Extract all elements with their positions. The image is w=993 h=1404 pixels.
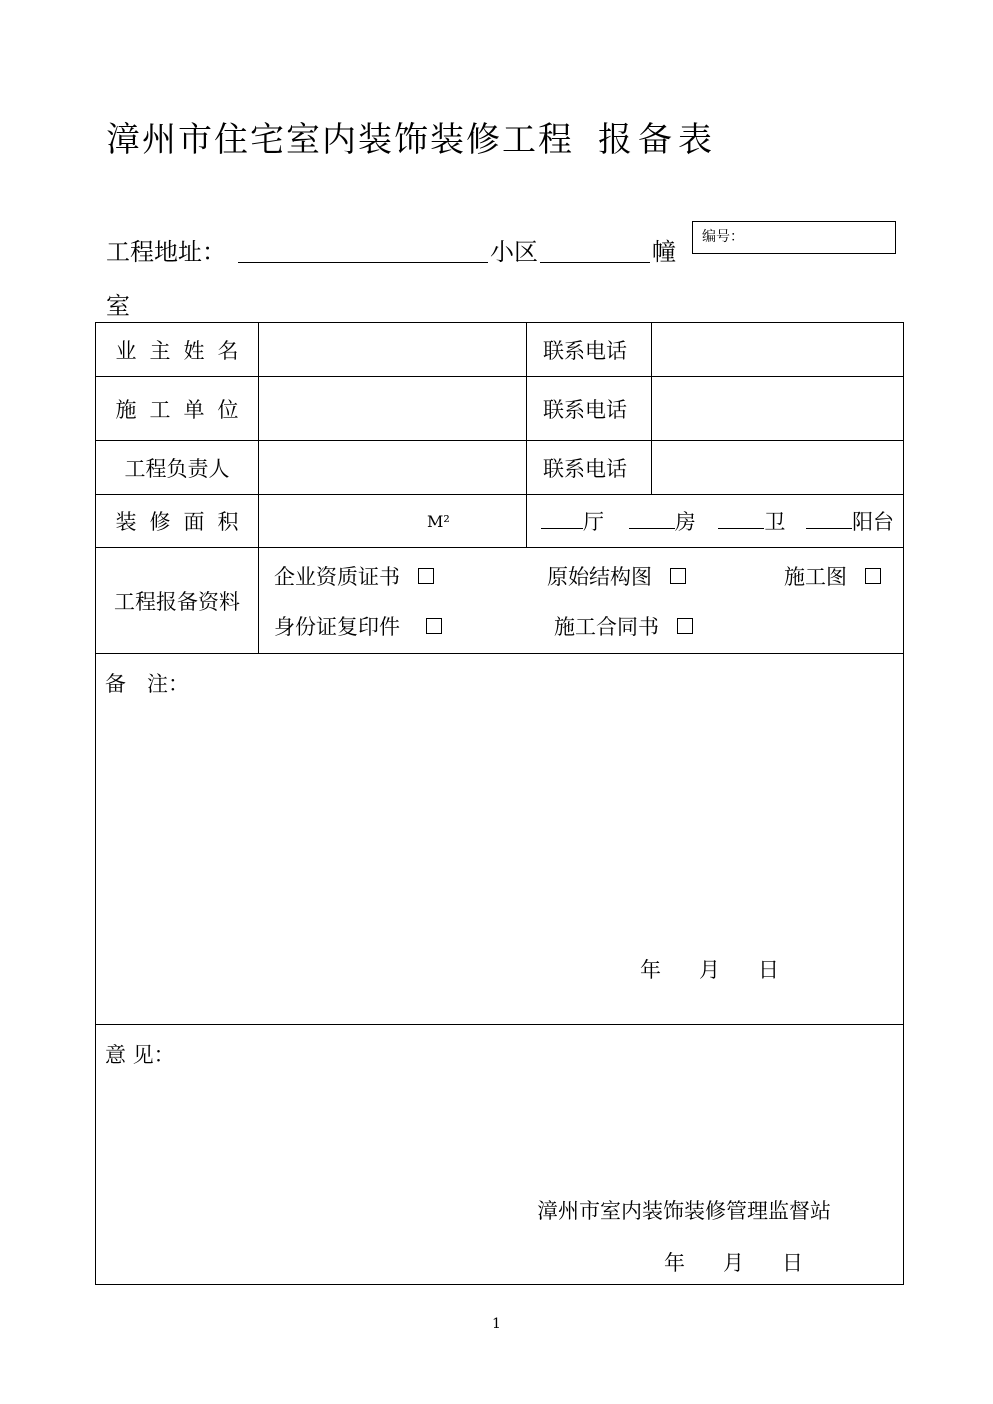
opinion-date — [664, 1247, 803, 1277]
hall-count-blank[interactable] — [541, 510, 583, 529]
opinion-day: 日 — [782, 1251, 803, 1275]
contractor-phone-field[interactable] — [652, 377, 904, 441]
material-item-structure[interactable] — [547, 561, 686, 591]
balcony-count-blank[interactable] — [806, 510, 852, 529]
area-unit: M² — [427, 511, 450, 531]
material-label-contract: 施工合同书 — [554, 614, 659, 639]
notes-day: 日 — [758, 958, 779, 982]
material-label-structure: 原始结构图 — [547, 564, 652, 589]
area-label: 装修面积 — [96, 495, 259, 548]
materials-row-1 — [259, 549, 903, 601]
community-label: 小区 — [490, 238, 538, 266]
address-input-line[interactable] — [238, 262, 488, 263]
manager-phone-field[interactable] — [652, 441, 904, 495]
notes-date — [640, 954, 779, 984]
materials-label: 工程报备资料 — [96, 548, 259, 654]
checkbox-qualification[interactable] — [418, 568, 434, 584]
owner-name-field[interactable] — [259, 323, 527, 377]
balcony-label: 阳台 — [852, 510, 895, 534]
opinion-row — [96, 1025, 904, 1285]
community-input-line[interactable] — [540, 262, 650, 263]
manager-row — [96, 441, 904, 495]
title-main: 漳州市住宅室内装饰装修工程 — [106, 120, 574, 160]
manager-field[interactable] — [259, 441, 527, 495]
notes-year: 年 — [640, 958, 661, 982]
area-field[interactable] — [259, 495, 527, 548]
page-number: 1 — [492, 1316, 501, 1332]
material-item-id-copy[interactable] — [274, 611, 442, 641]
checkbox-id-copy[interactable] — [426, 618, 442, 634]
material-label-construction-drawing: 施工图 — [784, 564, 847, 589]
bath-count-blank[interactable] — [718, 510, 764, 529]
materials-checklist — [259, 548, 904, 654]
title-suffix: 报备表 — [598, 120, 718, 160]
material-item-qualification[interactable] — [274, 561, 434, 591]
bedroom-label: 房 — [674, 510, 696, 534]
room-count-blank[interactable] — [629, 510, 675, 529]
owner-phone-field[interactable] — [652, 323, 904, 377]
material-label-qualification: 企业资质证书 — [274, 564, 400, 589]
layout-field[interactable] — [527, 495, 904, 548]
materials-row — [96, 548, 904, 654]
building-label: 幢 — [652, 238, 676, 266]
contractor-row — [96, 377, 904, 441]
contractor-field[interactable] — [259, 377, 527, 441]
material-item-construction-drawing[interactable] — [784, 561, 881, 591]
contractor-label: 施工单位 — [96, 377, 259, 441]
owner-phone-label: 联系电话 — [527, 323, 652, 377]
owner-row — [96, 323, 904, 377]
hall-label: 厅 — [583, 510, 604, 534]
contractor-phone-label: 联系电话 — [527, 377, 652, 441]
address-label: 工程地址： — [106, 238, 226, 266]
manager-label: 工程负责人 — [96, 441, 259, 495]
checkbox-structure[interactable] — [670, 568, 686, 584]
notes-label: 备 注： — [105, 672, 189, 696]
notes-field[interactable] — [96, 654, 904, 1025]
material-item-contract[interactable] — [554, 611, 693, 641]
bath-label: 卫 — [764, 510, 786, 534]
materials-row-2 — [259, 601, 903, 653]
opinion-field[interactable] — [96, 1025, 904, 1285]
notes-month: 月 — [699, 958, 720, 982]
registration-form-table — [95, 322, 904, 1285]
opinion-label: 意 见： — [105, 1043, 175, 1067]
serial-number-label: 编号： — [702, 229, 744, 245]
page-title — [106, 112, 718, 161]
supervision-station-name: 漳州市室内装饰装修管理监督站 — [537, 1199, 831, 1223]
opinion-month: 月 — [723, 1251, 744, 1275]
owner-name-label: 业主姓名 — [96, 323, 259, 377]
opinion-year: 年 — [664, 1251, 685, 1275]
manager-phone-label: 联系电话 — [527, 441, 652, 495]
room-label: 室 — [106, 292, 130, 320]
checkbox-construction-drawing[interactable] — [865, 568, 881, 584]
checkbox-contract[interactable] — [677, 618, 693, 634]
notes-row — [96, 654, 904, 1025]
material-label-id-copy: 身份证复印件 — [274, 614, 400, 639]
serial-number-box[interactable] — [692, 221, 896, 254]
area-row — [96, 495, 904, 548]
